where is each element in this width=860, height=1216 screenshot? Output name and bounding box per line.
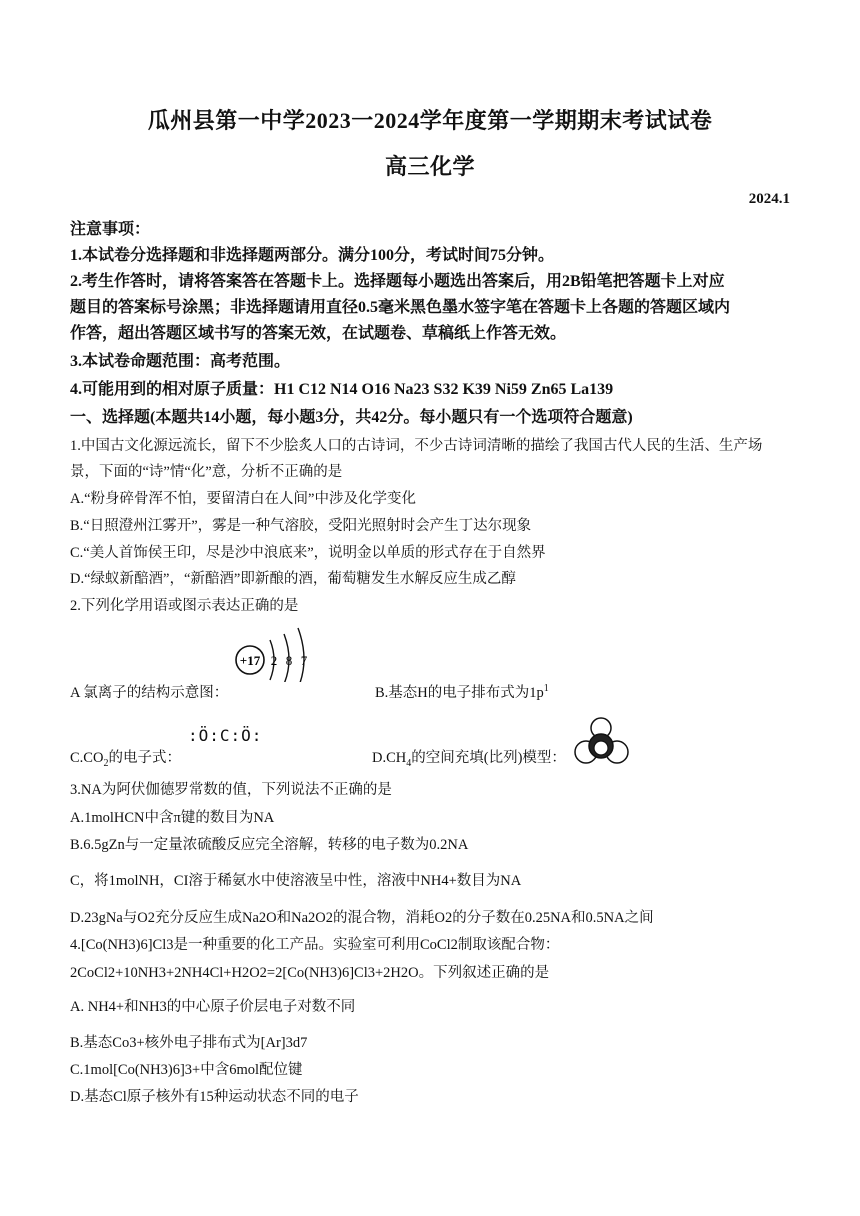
- q4-stem-line-2: 2CoCl2+10NH3+2NH4Cl+H2O2=2[Co(NH3)6]Cl3+2H2O。下列叙述正确的是: [70, 965, 550, 981]
- q4-option-a: A. NH4+和NH3的中心原子价层电子对数不同: [70, 999, 356, 1015]
- notes-heading: 注意事项：: [70, 221, 151, 238]
- q4-stem-line-1: 4.[Co(NH3)6]Cl3是一种重要的化工产品。实验室可利用CoCl2制取该配合物：: [70, 937, 560, 953]
- q2-option-b: [375, 681, 549, 702]
- co2-electron-formula: :Ö:C:Ö:: [188, 726, 263, 745]
- note-2-line-1: 2.考生作答时，请将答案答在答题卡上。选择题每小题选出答案后，用2B铅笔把答题卡上对应: [70, 273, 725, 290]
- q4-option-c: C.1mol[Co(NH3)6]3+中含6mol配位键: [70, 1062, 303, 1078]
- q4-option-d: D.基态Cl原子核外有15种运动状态不同的电子: [70, 1089, 359, 1105]
- q3-option-c: C，将1molNH，CI溶于稀氨水中使溶液呈中性，溶液中NH4+数目为NA: [70, 873, 522, 889]
- q2-option-d-pre: D.CH: [372, 750, 407, 766]
- exam-subtitle: 高三化学: [384, 154, 475, 179]
- q1-stem-line-2: 景，下面的“诗”情“化”意，分析不正确的是: [70, 464, 343, 480]
- shell-3-count: 7: [300, 653, 308, 668]
- q2-option-b-text: B.基态H的电子排布式为1p: [375, 685, 544, 701]
- q3-option-d: D.23gNa与O2充分反应生成Na2O和Na2O2的混合物，消耗O2的分子数在0.25NA和0.5NA之间: [70, 910, 654, 926]
- q3-stem: 3.NA为阿伏伽德罗常数的值，下列说法不正确的是: [70, 782, 392, 798]
- q2-option-c-sub: 2: [103, 757, 109, 769]
- note-2-line-2: 题目的答案标号涂黑；非选择题请用直径0.5毫米黑色墨水签字笔在答题卡上各题的答题区域内: [70, 299, 731, 316]
- q2-option-a: A 氯离子的结构示意图：: [70, 685, 229, 701]
- note-2-line-3: 作答，超出答题区域书写的答案无效，在试题卷、草稿纸上作答无效。: [70, 325, 567, 342]
- note-4: 4.可能用到的相对原子质量：H1 C12 N14 O16 Na23 S32 K39 Ni59 Zn65 La139: [70, 381, 614, 398]
- q4-option-b: B.基态Co3+核外电子排布式为[Ar]3d7: [70, 1035, 308, 1051]
- chloride-ion-structure-diagram: [232, 622, 332, 682]
- q1-option-c: C.“美人首饰侯王印，尽是沙中浪底来”，说明金以单质的形式存在于自然界: [70, 545, 546, 561]
- q1-option-b: B.“日照澄州江雾开”，雾是一种气溶胶，受阳光照射时会产生丁达尔现象: [70, 518, 532, 534]
- q2-option-d: [372, 746, 566, 769]
- nucleus-charge: +17: [239, 653, 261, 668]
- exam-date: 2024.1: [748, 191, 790, 207]
- q2-option-d-post: 的空间充填(比列)模型：: [411, 750, 566, 766]
- q2-option-c-post: 的电子式：: [108, 750, 181, 766]
- q2-option-c: [70, 746, 181, 769]
- shell-1-count: 2: [270, 653, 278, 668]
- shell-2-count: 8: [285, 653, 293, 668]
- q2-option-c-pre: C.CO: [70, 750, 104, 766]
- section-heading: 一、选择题(本题共14小题，每小题3分，共42分。每小题只有一个选项符合题意): [70, 409, 633, 426]
- q2-option-d-sub: 4: [406, 757, 412, 769]
- q1-stem-line-1: 1.中国古文化源远流长，留下不少脍炙人口的古诗词，不少古诗词清晰的描绘了我国古代人民的生活、生产场: [70, 438, 763, 454]
- q1-option-a: A.“粉身碎骨浑不怕，要留清白在人间”中涉及化学变化: [70, 491, 416, 507]
- note-3: 3.本试卷命题范围：高考范围。: [70, 353, 291, 370]
- q2-stem: 2.下列化学用语或图示表达正确的是: [70, 598, 299, 614]
- q1-option-d: D.“绿蚁新醅酒”，“新醅酒”即新酿的酒，葡萄糖发生水解反应生成乙醇: [70, 571, 516, 587]
- q3-option-b: B.6.5gZn与一定量浓硫酸反应完全溶解，转移的电子数为0.2NA: [70, 837, 469, 853]
- ch4-space-filling-model: [574, 716, 630, 770]
- note-1: 1.本试卷分选择题和非选择题两部分。满分100分，考试时间75分钟。: [70, 247, 555, 264]
- q2-option-b-sup: 1: [543, 683, 549, 695]
- q3-option-a: A.1molHCN中含π键的数目为NA: [70, 810, 275, 826]
- exam-title: 瓜州县第一中学2023一2024学年度第一学期期末考试试卷: [147, 108, 713, 133]
